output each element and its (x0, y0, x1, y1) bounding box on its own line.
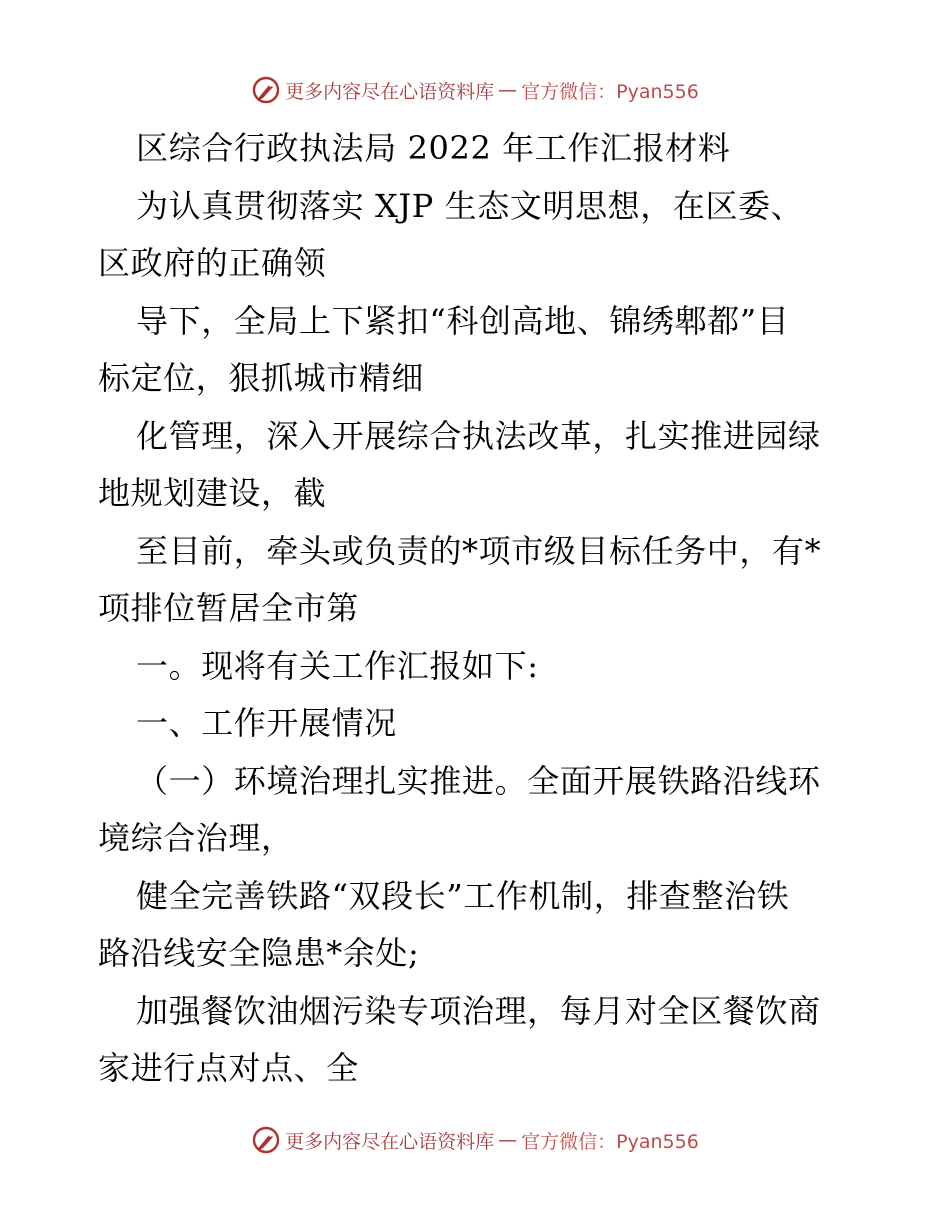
paragraph-line: 化管理，深入开展综合执法改革，扎实推进园绿 (136, 416, 821, 455)
subsection-heading-line: （一）环境治理扎实推进。全面开展铁路沿线环 (136, 761, 821, 800)
banner-wechat-text: 官方微信：Pyan556 (521, 80, 699, 103)
paragraph-line: 导下，全局上下紧扣“科创高地、锦绣郫都”目 (136, 301, 790, 340)
paragraph-line: 地规划建设，截 (98, 474, 327, 512)
banner-dash: — (498, 1129, 518, 1151)
paragraph-line: 为认真贯彻落实 XJP 生态文明思想，在区委、 (136, 186, 804, 225)
paragraph-line: 区政府的正确领 (98, 244, 327, 282)
paragraph-line: 家进行点对点、全 (98, 1049, 359, 1087)
paragraph-line: 标定位，狠抓城市精细 (98, 359, 425, 397)
pen-nib-logo-icon (251, 75, 281, 105)
banner-site-text: 更多内容尽在心语资料库 (285, 1130, 495, 1153)
pen-nib-logo-icon (251, 1125, 281, 1155)
banner-dash: — (498, 79, 518, 101)
banner-wechat-text: 官方微信：Pyan556 (521, 1130, 699, 1153)
document-title: 区综合行政执法局 2022 年工作汇报材料 (136, 129, 731, 167)
banner-site-text: 更多内容尽在心语资料库 (285, 80, 495, 103)
paragraph-line: 项排位暂居全市第 (98, 589, 359, 627)
footer-watermark-banner (0, 1120, 950, 1160)
section-heading: 一、工作开展情况 (136, 704, 397, 742)
paragraph-line: 路沿线安全隐患*余处; (98, 934, 420, 972)
paragraph-line: 健全完善铁路“双段长”工作机制，排查整治铁 (136, 876, 790, 915)
document-body (98, 120, 858, 1098)
paragraph-line: 加强餐饮油烟污染专项治理，每月对全区餐饮商 (136, 991, 821, 1030)
header-watermark-banner (0, 70, 950, 110)
paragraph-line: 境综合治理， (98, 819, 294, 857)
paragraph-line: 至目前，牵头或负责的*项市级目标任务中，有* (136, 531, 822, 570)
paragraph-line: 一。现将有关工作汇报如下: (136, 646, 539, 685)
